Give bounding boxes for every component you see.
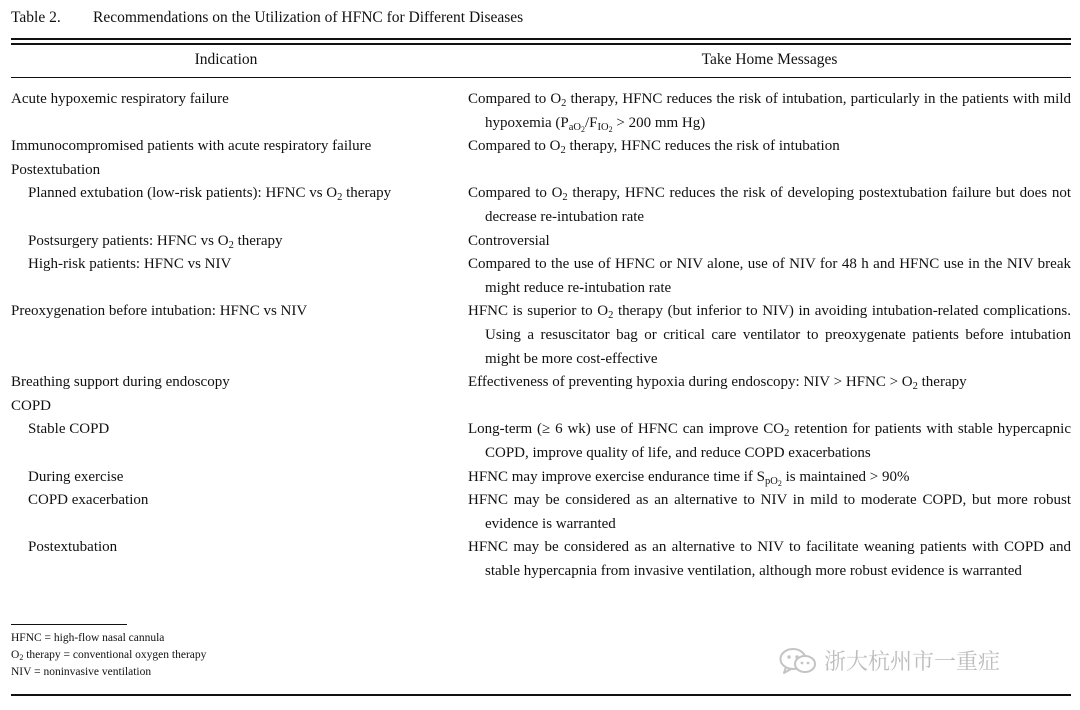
- column-header-indication: Indication: [194, 51, 258, 68]
- footnote-rule: [11, 624, 127, 625]
- indication-cell: Breathing support during endoscopy: [11, 374, 230, 391]
- table-row: [11, 371, 1071, 395]
- indication-cell: Preoxygenation before intubation: HFNC vs NIV: [11, 303, 308, 320]
- message-cell: Controversial: [468, 232, 550, 249]
- indication-cell: Immunocompromised patients with acute respiratory failure: [11, 138, 372, 155]
- table-row: [11, 159, 1071, 183]
- wechat-icon: [778, 646, 818, 676]
- message-cell: Compared to $O_2$ therapy, HFNC reduces the risk of intubation, particularly in the patients with mild hypoxemia ($P_{aO_2}/F_{IO_2} > 200$ mm Hg): [468, 91, 1072, 134]
- message-cell: Compared to $O_2$ therapy, HFNC reduces the risk of intubation: [468, 138, 840, 157]
- table-number: Table 2.: [11, 9, 61, 26]
- table-row: [11, 395, 1071, 419]
- watermark: [778, 645, 1000, 676]
- footnote: NIV = noninvasive ventilation: [11, 666, 152, 678]
- message-cell: Compared to $O_2$ therapy, HFNC reduces the risk of developing postextubation failure but does not decrease re-intubation rate: [468, 185, 1071, 225]
- message-cell: HFNC may be considered as an alternative to NIV in mild to moderate COPD, but more robust evidence is warranted: [468, 492, 1071, 532]
- table-row: [11, 253, 1071, 300]
- message-cell: HFNC may be considered as an alternative to NIV to facilitate weaning patients with COPD and stable hypercapnia from invasive ventilation, although more robust evidence is warranted: [468, 539, 1071, 579]
- message-cell: HFNC may improve exercise endurance time if $S_{pO_2}$ is maintained > 90%: [468, 468, 910, 488]
- header-rule: [11, 77, 1071, 78]
- indication-cell: High-risk patients: HFNC vs NIV: [28, 256, 232, 273]
- table-body: [11, 88, 1071, 583]
- table-caption: [11, 9, 523, 27]
- indication-group-heading: COPD: [11, 397, 52, 414]
- table-row: [11, 418, 1071, 465]
- table-row: [11, 466, 1071, 490]
- indication-cell: Postsurgery patients: HFNC vs $O_2$ therapy: [28, 232, 283, 251]
- column-header-messages: Take Home Messages: [701, 51, 838, 68]
- table-row: [11, 489, 1071, 536]
- table-row: [11, 135, 1071, 159]
- message-cell: Effectiveness of preventing hypoxia during endoscopy: NIV > HFNC > $O_2$ therapy: [468, 374, 967, 393]
- table-row: [11, 230, 1071, 254]
- footnote: $O_2$ therapy = conventional oxygen therapy: [11, 649, 207, 662]
- top-rule-double: [11, 43, 1071, 45]
- indication-group-heading: Postextubation: [11, 161, 101, 178]
- bottom-rule: [11, 694, 1071, 696]
- indication-cell: Postextubation: [28, 539, 118, 556]
- indication-cell: During exercise: [28, 468, 124, 485]
- table-row: [11, 536, 1071, 583]
- table-row: [11, 88, 1071, 135]
- footnotes: [11, 630, 206, 681]
- indication-cell: Stable COPD: [28, 421, 110, 438]
- indication-cell: Planned extubation (low-risk patients): HFNC vs $O_2$ therapy: [28, 185, 392, 204]
- footnote: HFNC = high-flow nasal cannula: [11, 632, 165, 644]
- table-row: [11, 182, 1071, 229]
- top-rule: [11, 38, 1071, 40]
- table-title: Recommendations on the Utilization of HFNC for Different Diseases: [93, 9, 524, 26]
- indication-cell: Acute hypoxemic respiratory failure: [11, 91, 229, 107]
- message-cell: Compared to the use of HFNC or NIV alone, use of NIV for 48 h and HFNC use in the NIV break might reduce re-intubation rate: [468, 256, 1071, 296]
- message-cell: Long-term (≥ 6 wk) use of HFNC can improve $CO_2$ retention for patients with stable hypercapnic COPD, improve quality of life, and reduce COPD exacerbations: [468, 421, 1071, 461]
- indication-cell: COPD exacerbation: [28, 492, 149, 509]
- message-cell: HFNC is superior to $O_2$ therapy (but inferior to NIV) in avoiding intubation-related complications. Using a resuscitator bag or critical care ventilator to preoxygenate patients before intubation might be more cost-effective: [468, 303, 1071, 367]
- watermark-text: 浙大杭州市一重症: [824, 650, 1001, 675]
- table-row: [11, 300, 1071, 371]
